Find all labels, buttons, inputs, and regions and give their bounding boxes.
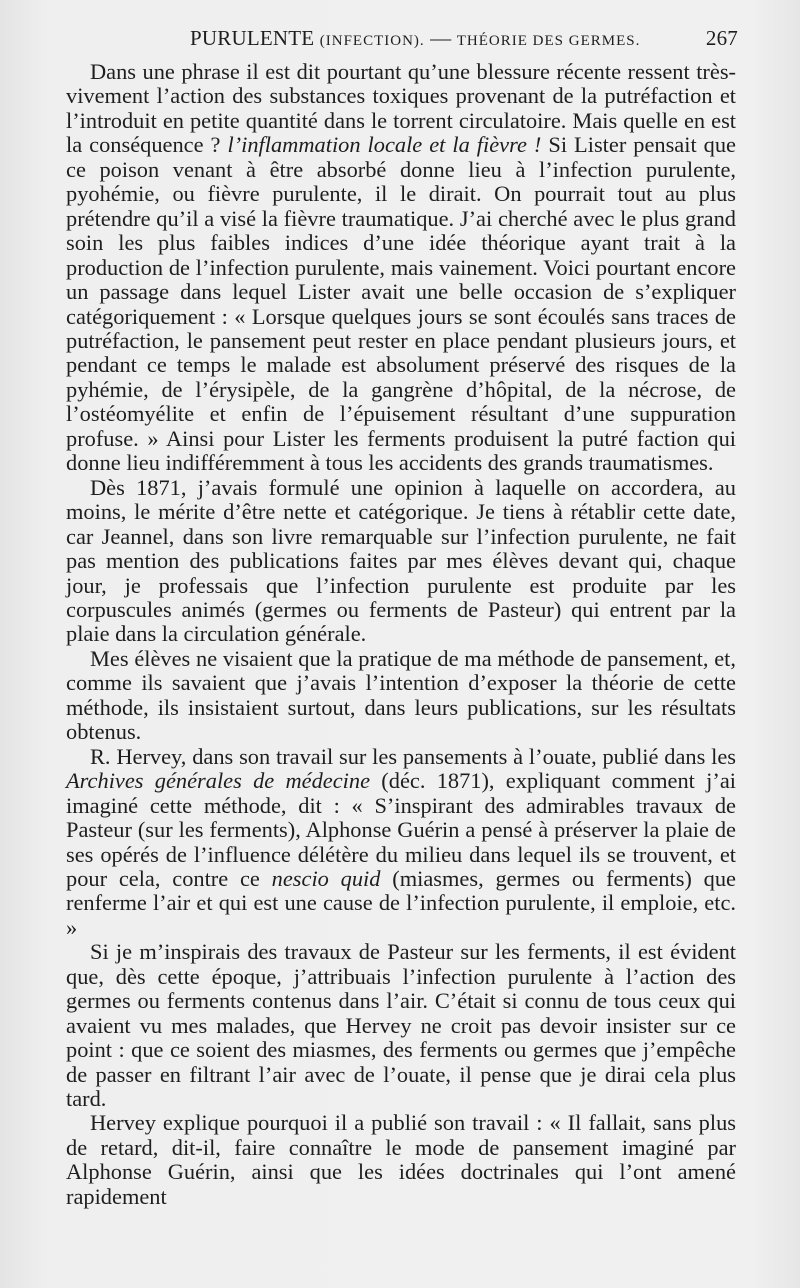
paragraph [66, 647, 736, 745]
running-title-dash: — [430, 26, 452, 50]
running-header [68, 26, 738, 54]
text-run: (déc. 1871), expliquant comment j’ai imaginé cette méthode, dit : « S’inspirant des admirables travaux de Pasteur (sur les ferments), Alphonse Guérin a pensé à préserver la plaie de ses opérés de l’influence délétère du milieu dans lequel ils se trouvent, et pour cela, contre ce [66, 768, 737, 891]
text-run: Si Lister pensait que ce poison venant à être absorbé donne lieu à l’infection purulente, pyohémie, ou fièvre purulente, il le dirait. On pourrait tout au plus prétendre qu’il a visé la fièvre traumatique. J’ai cherché avec le plus grand soin les plus faibles indices d’une idée théorique ayant trait à la production de l’infection purulente, mais vainement. Voici pourtant encore un passage dans lequel Lister avait une belle occasion de s’expliquer catégoriquement : « Lorsque quelques jours se sont écoulés sans traces de putréfaction, le pansement peut rester en place pendant plusieurs jours, et pendant ce temps le malade est absolument préservé des risques de la pyhémie, de l’érysipèle, de la gangrène d’hôpital, de la nécrose, de l’ostéomyélite et enfin de l’épuisement résultant d’une suppuration profuse. » Ainsi pour Lister les ferments produisent la putré faction qui donne lieu indifféremment à tous les accidents des grands traumatismes. [66, 132, 736, 476]
text-run: R. Hervey, dans son travail sur les pansements à l’ouate, publié dans les [90, 743, 736, 769]
text-run: (miasmes, germes ou ferments) que renferme l’air et qui est une cause de l’infection purulente, il emploie, etc. » [66, 865, 736, 940]
text-run: Si je m’inspirais des travaux de Pasteur sur les ferments, il est évident que, dès cette époque, j’attribuais l’infection purulente à l’action des germes ou ferments contenus dans l’air. C’était si connu de tous ceux qui avaient vu mes malades, que Hervey ne croit pas devoir insister sur ce point : que ce soient des miasmes, des ferments ou germes que j’empêche de passer en filtrant l’air avec de l’ouate, il pense que je dirai cela plus tard. [66, 939, 736, 1112]
paragraph [66, 1111, 736, 1209]
paragraph [66, 745, 736, 941]
body-text [66, 60, 736, 1209]
running-title-theory: THÉORIE DES GERMES. [456, 33, 641, 49]
paragraph [66, 940, 736, 1111]
text-run: Mes élèves ne visaient que la pratique de ma méthode de pansement, et, comme ils savaient que j’avais l’intention d’exposer la théorie de cette méthode, ils insistaient surtout, dans leurs publications, sur les résultats obtenus. [66, 645, 736, 745]
running-title-main: PURULENTE [190, 26, 315, 50]
italic-text: Archives générales de médecine [66, 768, 371, 794]
italic-text: nescio quid [271, 865, 381, 891]
italic-text: l’inflammation locale et la fièvre ! [227, 132, 542, 158]
page-number: 267 [705, 26, 738, 50]
text-run: Hervey explique pourquoi il a publié son travail : « Il fallait, sans plus de retard, dit-il, faire connaître le mode de pansement imaginé par Alphonse Guérin, ainsi que les idées doctrinales qui l’ont amené rapidement [66, 1110, 736, 1209]
text-run: Dès 1871, j’avais formulé une opinion à laquelle on accordera, au moins, le mérite d’être nette et catégorique. Je tiens à rétablir cette date, car Jeannel, dans son livre remarquable sur l’infection purulente, ne fait pas mention des publications faites par mes élèves devant qui, chaque jour, je professais que l’infection purulente est produite par les corpuscules animés (germes ou ferments de Pasteur) qui entrent par la plaie dans la circulation générale. [66, 474, 736, 647]
paragraph [66, 60, 736, 476]
paragraph [66, 476, 736, 647]
running-title-paren: (INFECTION). [319, 33, 425, 49]
text-run: Dans une phrase il est dit pourtant qu’une blessure récente ressent très-vivement l’action des substances toxiques provenant de la putréfaction et l’introduit en petite quantité dans le torrent circulatoire. Mais quelle en est la conséquence ? [66, 59, 736, 158]
running-title [190, 26, 640, 51]
